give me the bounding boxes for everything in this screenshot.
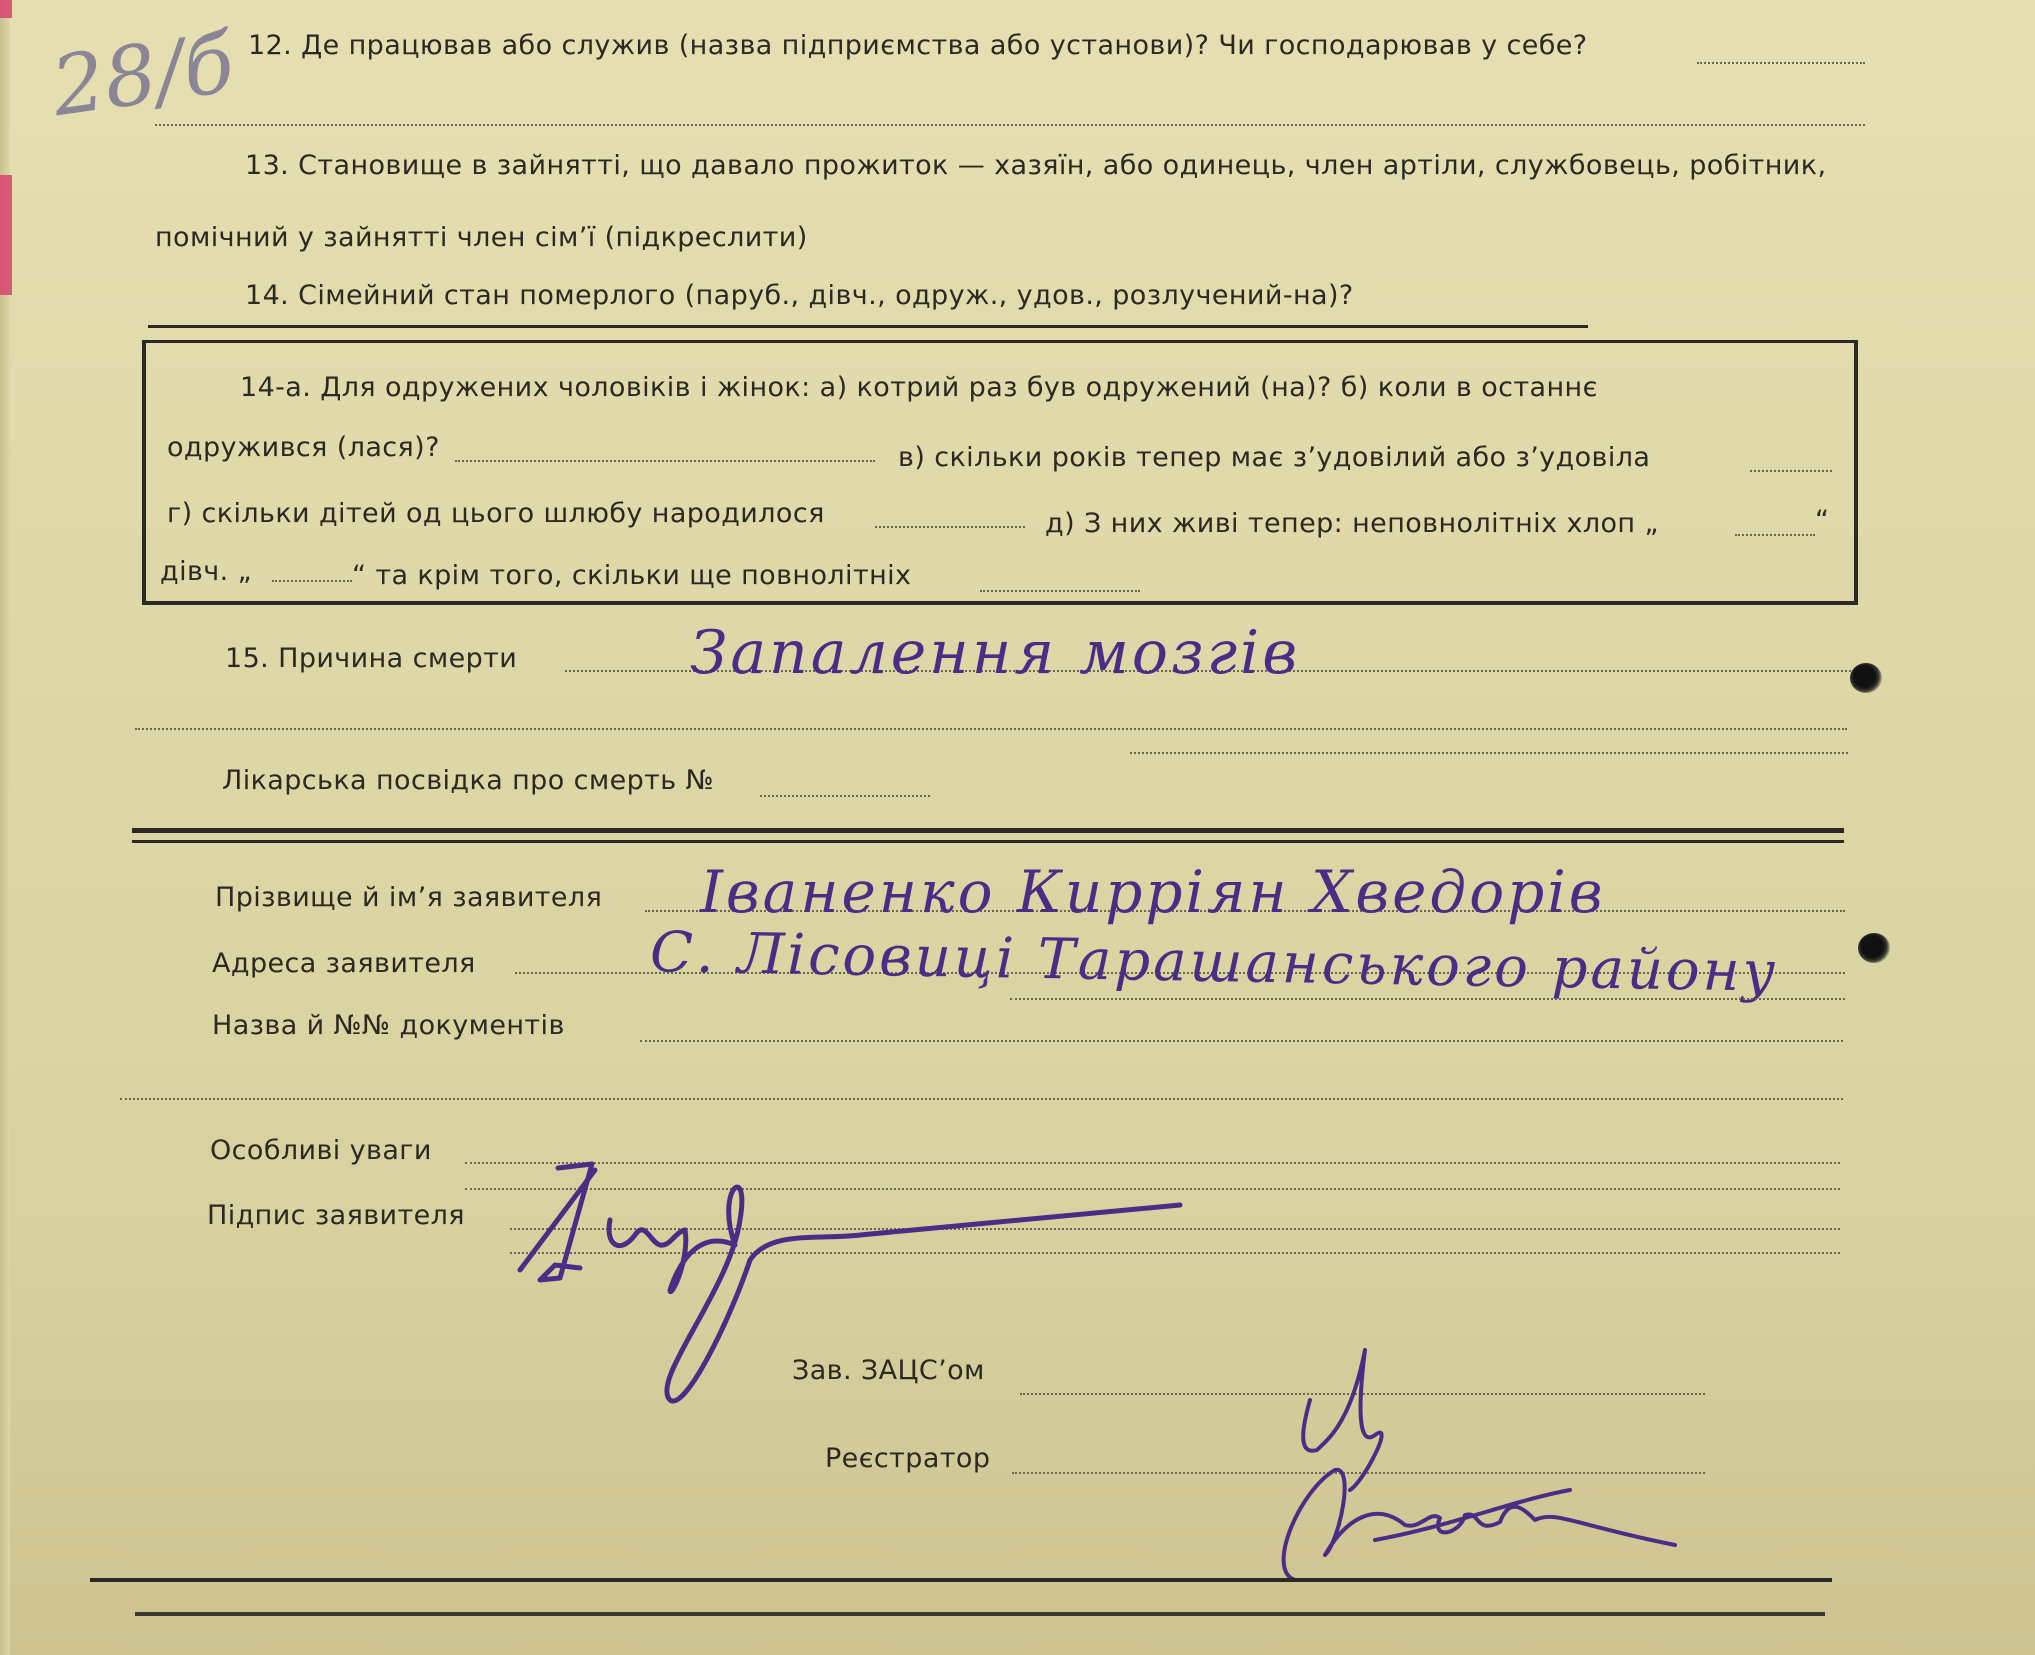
punch-hole-1	[1850, 663, 1882, 693]
question-12: 12. Де працював або служив (назва підприємства або установи)? Чи господарював у себе?	[248, 30, 1588, 61]
q12-answer-line-2	[155, 124, 1865, 126]
double-rule-top	[132, 828, 1844, 833]
binding-mark	[0, 175, 12, 295]
question-14a-line3b: д) З них живі тепер: неповнолітніх хлоп „	[1045, 508, 1659, 539]
binding-mark-top	[0, 0, 12, 18]
bottom-rule-2	[135, 1612, 1825, 1616]
registrar-signature	[1255, 1340, 1715, 1600]
applicant-address-line-2	[1010, 998, 1845, 1000]
applicant-address-label: Адреса заявителя	[212, 948, 476, 979]
q14a-married-when-line	[455, 460, 875, 462]
registry-head-label: Зав. ЗАЦС’ом	[792, 1355, 985, 1386]
medical-certificate-label: Лікарська посвідка про смерть №	[222, 765, 715, 796]
question-14a-quote: “	[1815, 505, 1830, 536]
question-14a-line4a: дівч. „	[160, 556, 252, 587]
documents-line	[640, 1040, 1843, 1042]
punch-hole-2	[1858, 933, 1890, 963]
applicant-name-label: Прізвище й ім’я заявителя	[215, 882, 603, 913]
question-13: 13. Становище в зайнятті, що давало прожиток — хазяїн, або одинець, член артіли, службовець, робітник,	[245, 150, 1827, 181]
q14a-adults-line	[980, 590, 1140, 592]
applicant-name-handwritten: Іваненко Кирріян Хведорів	[700, 858, 1606, 926]
question-14a-line3a: г) скільки дітей од цього шлюбу народилося	[167, 498, 825, 529]
q14a-widow-years-line	[1750, 470, 1832, 472]
question-13-cont: помічний у зайнятті член сім’ї (підкреслити)	[155, 222, 808, 253]
documents-line-2	[120, 1098, 1843, 1100]
q15-answer-line-2	[135, 728, 1847, 730]
question-14: 14. Сімейний стан померлого (паруб., дівч., одруж., удов., розлучений-на)?	[245, 280, 1354, 311]
q14a-children-line	[875, 526, 1025, 528]
question-14a-line4b: “ та крім того, скільки ще повнолітніх	[352, 560, 912, 591]
double-rule-bottom	[132, 840, 1844, 843]
question-14a-line1: 14-а. Для одружених чоловіків і жінок: а) котрий раз був одружений (на)? б) коли в останнє	[240, 372, 1598, 403]
bottom-rule	[90, 1578, 1832, 1582]
q15-answer-line-3	[1130, 752, 1848, 754]
cause-of-death-handwritten: Запалення мозгів	[690, 618, 1301, 688]
applicant-signature-label: Підпис заявителя	[207, 1200, 465, 1231]
documents-label: Назва й №№ документів	[212, 1010, 565, 1041]
registrar-label: Реєстратор	[825, 1443, 991, 1474]
applicant-address-handwritten: С. Лісовиці Тарашанського району	[649, 920, 1779, 1005]
q12-answer-line	[1697, 62, 1865, 64]
q14a-minor-boys-line	[1735, 534, 1815, 536]
archive-note: 28/б	[46, 15, 240, 136]
question-14a-line2b: в) скільки років тепер має з’удовілий або з’удовіла	[898, 442, 1651, 473]
rule-14	[148, 325, 1588, 328]
medical-certificate-line	[760, 795, 930, 797]
q14a-minor-girls-line	[272, 580, 352, 582]
question-15-label: 15. Причина смерти	[225, 643, 518, 674]
special-notes-label: Особливі уваги	[210, 1135, 432, 1166]
question-14a-line2a: одружився (лася)?	[167, 432, 440, 463]
